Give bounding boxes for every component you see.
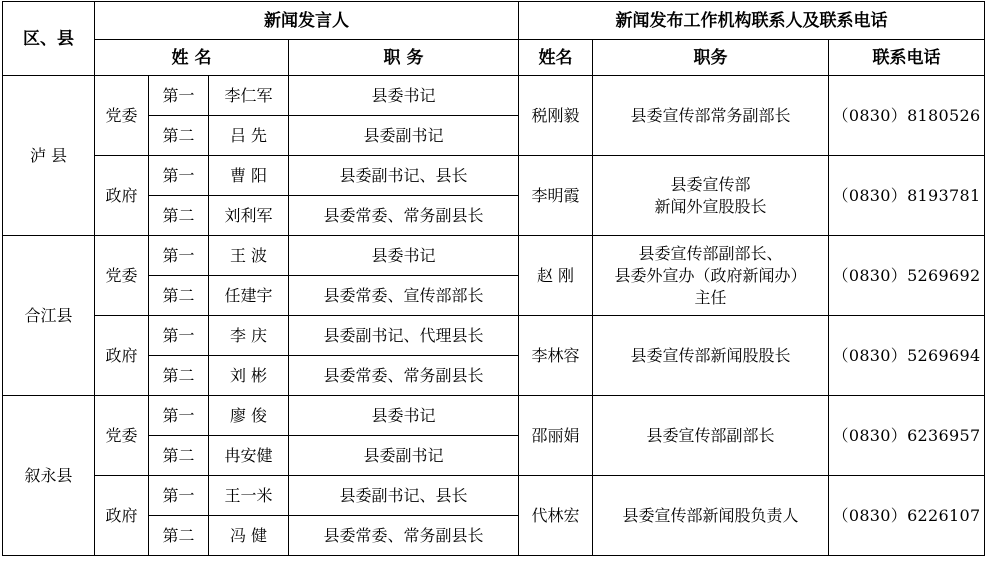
spokesperson-name: 王一米 [209,476,289,516]
spokesperson-name: 刘 彬 [209,356,289,396]
rank-cell: 第一 [149,236,209,276]
org-type: 党委 [95,76,149,156]
contact-phone: （0830）8180526 [829,76,985,156]
rank-cell: 第二 [149,276,209,316]
rank-cell: 第二 [149,116,209,156]
spokesperson-name: 任建宇 [209,276,289,316]
spokesperson-position: 县委常委、常务副县长 [289,516,519,556]
contact-phone: （0830）6226107 [829,476,985,556]
spokesperson-name: 吕 先 [209,116,289,156]
spokesperson-table [2,1,985,556]
rank-cell: 第一 [149,76,209,116]
contact-position: 县委宣传部常务副部长 [593,76,829,156]
table-body [3,2,985,556]
spokesperson-position: 县委书记 [289,236,519,276]
spokesperson-name: 曹 阳 [209,156,289,196]
rank-cell: 第一 [149,476,209,516]
rank-cell: 第一 [149,316,209,356]
contact-position [593,236,829,316]
contact-name: 李林容 [519,316,593,396]
name-header: 姓 名 [95,40,289,76]
spokesperson-position: 县委常委、常务副县长 [289,196,519,236]
spokesperson-position: 县委书记 [289,396,519,436]
district-name: 泸 县 [3,76,95,236]
contact-position-line: 县委外宣办（政府新闻办） [614,265,807,285]
org-type: 政府 [95,316,149,396]
position-header: 职 务 [289,40,519,76]
rank-cell: 第二 [149,196,209,236]
table-row [3,76,985,116]
rank-cell: 第一 [149,396,209,436]
spokesperson-position: 县委副书记、县长 [289,476,519,516]
org-type: 党委 [95,236,149,316]
org-type: 政府 [95,156,149,236]
spokesperson-name: 廖 俊 [209,396,289,436]
contact-name: 邵丽娟 [519,396,593,476]
contact-phone: （0830）5269692 [829,236,985,316]
spokesperson-position: 县委副书记 [289,116,519,156]
spokesperson-name: 王 波 [209,236,289,276]
table-row [3,156,985,196]
table-row [3,236,985,276]
rank-cell: 第一 [149,156,209,196]
contact-name-header: 姓名 [519,40,593,76]
contact-phone: （0830）5269694 [829,316,985,396]
contact-phone: （0830）8193781 [829,156,985,236]
spokesperson-position: 县委副书记、县长 [289,156,519,196]
contact-name: 李明霞 [519,156,593,236]
spokesperson-position: 县委常委、宣传部部长 [289,276,519,316]
spokesperson-position: 县委常委、常务副县长 [289,356,519,396]
contact-name: 代林宏 [519,476,593,556]
contact-position: 县委宣传部副部长 [593,396,829,476]
table-row [3,396,985,436]
contact-position-header: 职务 [593,40,829,76]
district-name: 叙永县 [3,396,95,556]
spokesperson-position: 县委副书记、代理县长 [289,316,519,356]
contact-position-line: 新闻外宣股股长 [654,196,767,216]
spokesperson-name: 冯 健 [209,516,289,556]
rank-cell: 第二 [149,356,209,396]
contact-position-line: 县委宣传部 [670,174,751,194]
contact-name: 赵 刚 [519,236,593,316]
contact-position-line: 主任 [694,287,727,307]
contact-position-line: 县委宣传部副部长、 [638,243,783,263]
phone-header: 联系电话 [829,40,985,76]
spokesperson-name: 冉安健 [209,436,289,476]
table-row [3,316,985,356]
header-row-1 [3,2,985,40]
spokesperson-position: 县委副书记 [289,436,519,476]
org-type: 政府 [95,476,149,556]
rank-cell: 第二 [149,516,209,556]
header-row-2 [3,40,985,76]
rank-cell: 第二 [149,436,209,476]
org-type: 党委 [95,396,149,476]
contact-phone: （0830）6236957 [829,396,985,476]
contact-name: 税刚毅 [519,76,593,156]
district-header: 区、县 [3,2,95,76]
contact-position [593,156,829,236]
spokesperson-name: 刘利军 [209,196,289,236]
spokesperson-name: 李 庆 [209,316,289,356]
spokesperson-header: 新闻发言人 [95,2,519,40]
contact-header: 新闻发布工作机构联系人及联系电话 [519,2,985,40]
contact-position: 县委宣传部新闻股负责人 [593,476,829,556]
spokesperson-position: 县委书记 [289,76,519,116]
district-name: 合江县 [3,236,95,396]
contact-position: 县委宣传部新闻股股长 [593,316,829,396]
table-row [3,476,985,516]
spokesperson-name: 李仁军 [209,76,289,116]
